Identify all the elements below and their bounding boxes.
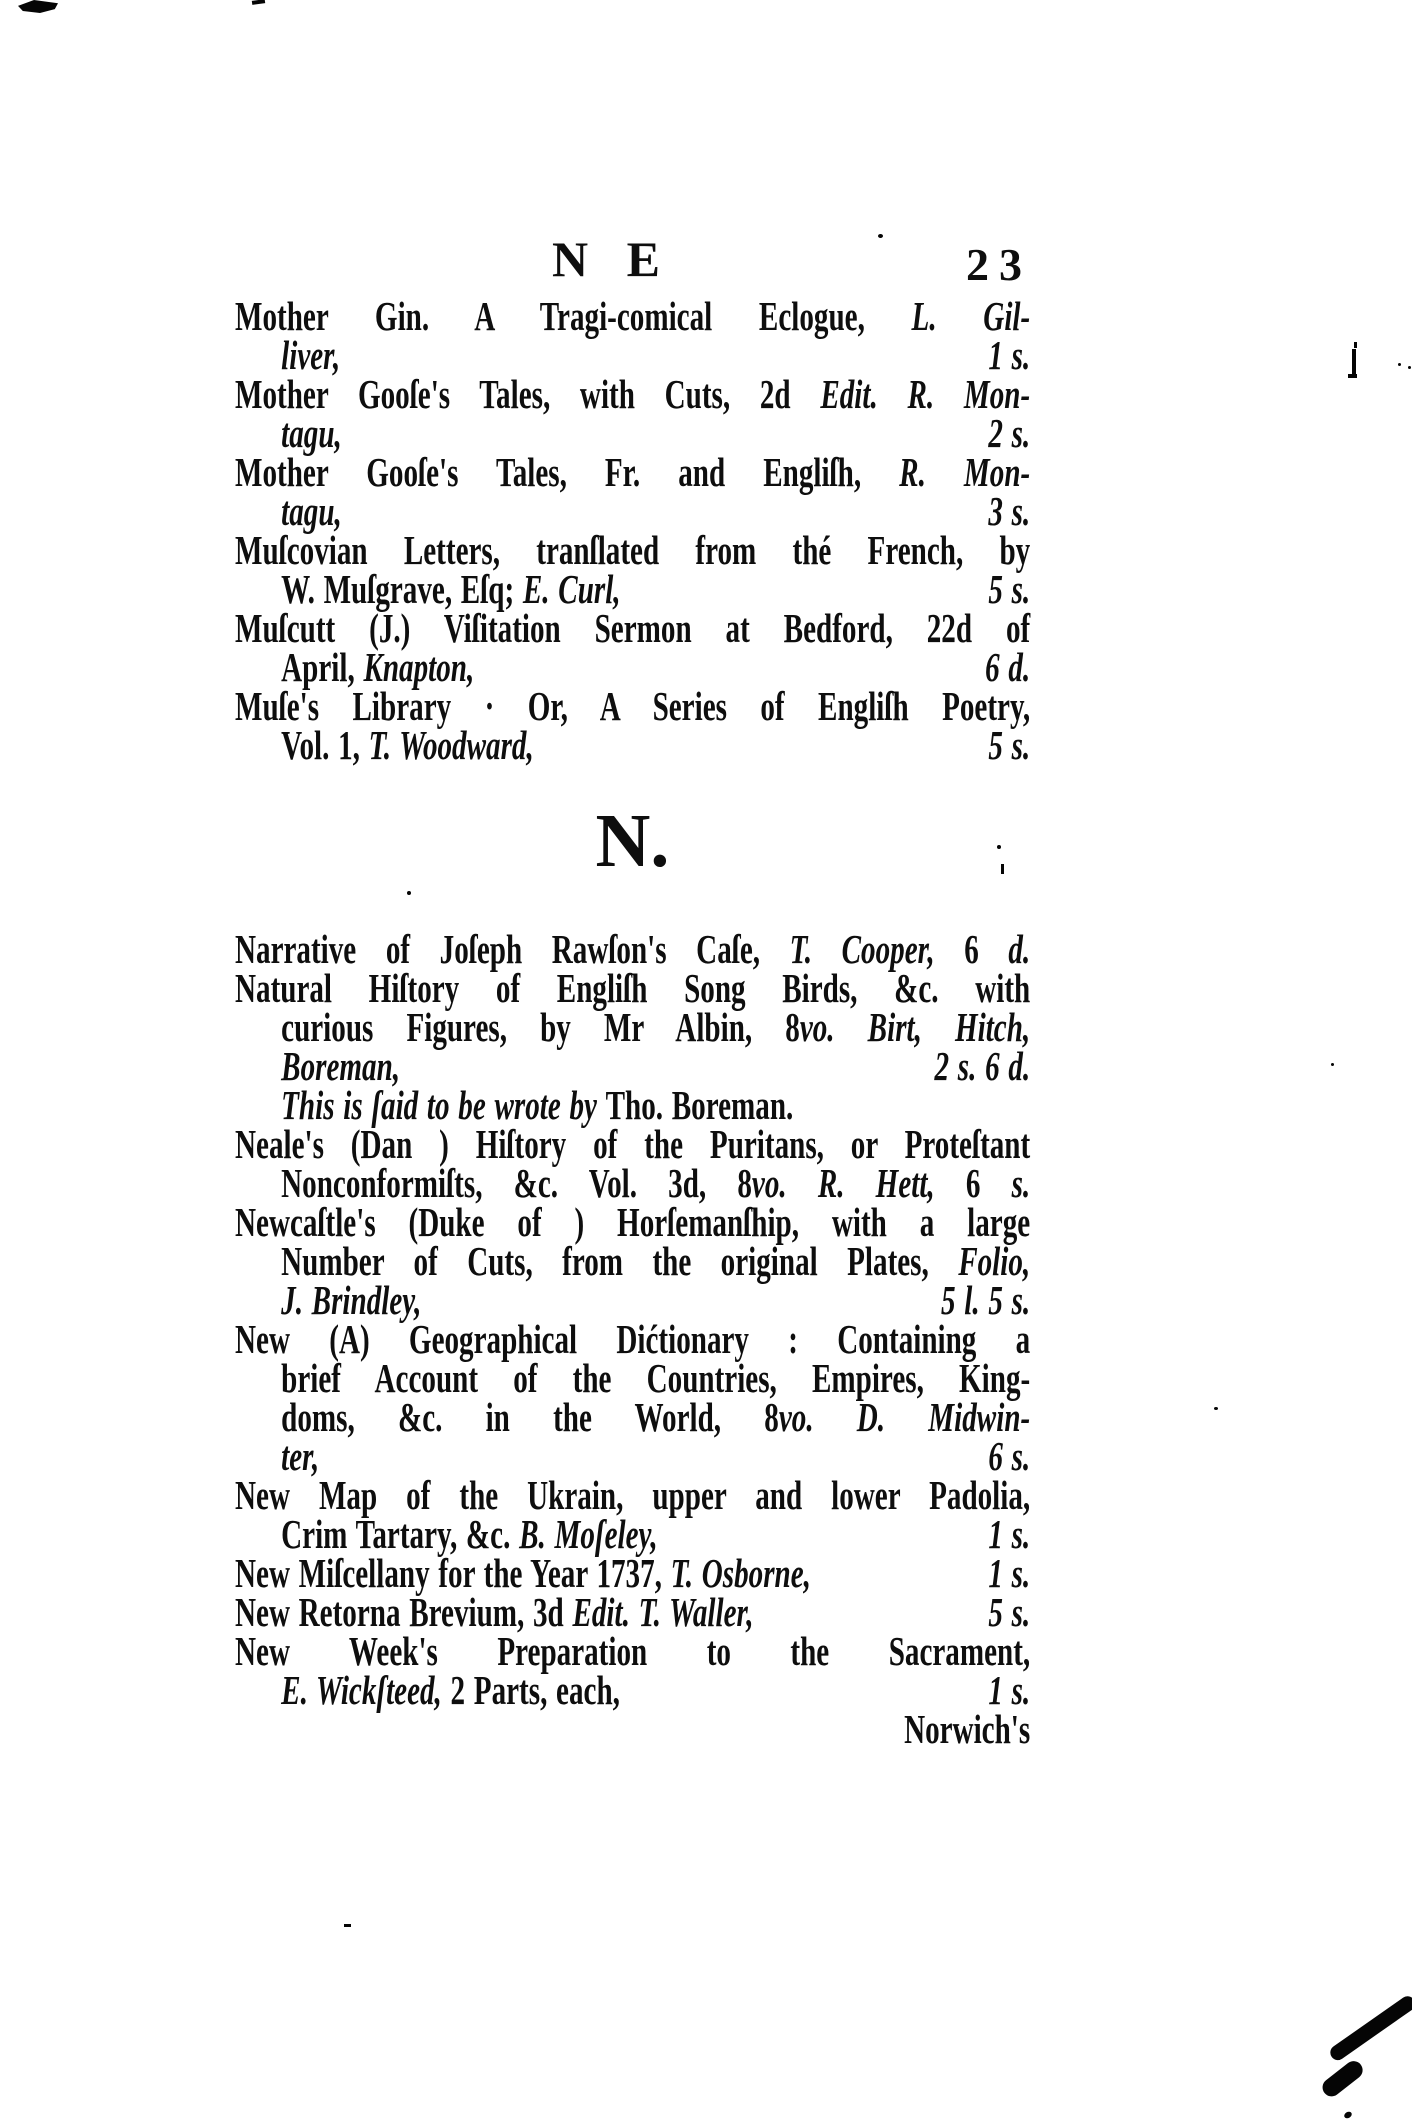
entry-line	[235, 1043, 1031, 1089]
entry-text: New Week's Preparation to the Sacrament,	[235, 1628, 1031, 1674]
entry-text-italic: Folio,	[958, 1238, 1031, 1284]
price: 2 s.	[988, 410, 1031, 456]
price: 6 d.	[985, 644, 1031, 690]
entry-text-italic: tagu,	[281, 488, 342, 534]
price: 6 s.	[988, 1433, 1031, 1479]
entry-text-italic: E. Wickſteed,	[281, 1667, 442, 1713]
speck	[407, 891, 411, 895]
entry-line	[235, 1589, 1031, 1635]
entry-text: Narrative of Joſeph Rawſon's Caſe,	[235, 926, 790, 972]
entry-line	[235, 1511, 1031, 1557]
entry-text-italic: vo. R. Hett,	[751, 1160, 935, 1206]
entry-line	[235, 1433, 1031, 1479]
entry-line	[235, 1394, 1031, 1440]
speck	[878, 234, 883, 238]
entry-line	[235, 1550, 1031, 1596]
entry-text: New Retorna Brevium, 3d	[235, 1589, 573, 1635]
entry-text: Natural Hiſtory of Engliſh Song Birds, &c. with	[235, 965, 1031, 1011]
entry-line	[235, 332, 1031, 378]
entry-text: Tho. Boreman.	[605, 1082, 794, 1128]
entry-text: New Map of the Ukrain, upper and lower Padolia,	[235, 1472, 1031, 1518]
ink-speck-bottom-right	[1343, 2110, 1353, 2119]
speck	[344, 1924, 351, 1927]
speck	[1214, 1407, 1218, 1410]
ink-stroke-bottom-right	[1327, 1993, 1412, 2063]
entries-block-m	[235, 293, 1031, 768]
entry-line	[235, 1199, 1031, 1245]
entry-text: doms, &c. in the World, 8	[281, 1394, 779, 1440]
section-heading-n: N.	[595, 799, 670, 883]
ink-tick-top	[252, 0, 265, 5]
running-title: N E	[552, 231, 673, 287]
entry-text: W. Muſgrave, Eſq;	[281, 566, 523, 612]
entry-text: Muſcovian Letters, tranſlated from thé French, by	[235, 527, 1031, 573]
entry-line	[235, 410, 1031, 456]
entry-text: Mother Gin. A Tragi-comical Eclogue,	[235, 293, 912, 339]
entry-text: Vol. 1,	[281, 722, 369, 768]
entry-text: New (A) Geographical Dićtionary : Containing a	[235, 1316, 1031, 1362]
entry-line	[235, 1082, 1030, 1128]
speck	[1398, 363, 1401, 366]
entry-text: brief Account of the Countries, Empires, King-	[281, 1355, 1031, 1401]
entry-text-italic: This is ſaid to be wrote by	[281, 1082, 606, 1128]
entry-line	[235, 1277, 1031, 1323]
entry-line	[235, 1628, 1031, 1674]
entry-line	[235, 566, 1031, 612]
entry-text: 6	[934, 1160, 1012, 1206]
entry-line	[235, 722, 1031, 768]
entry-line	[235, 1355, 1031, 1401]
entry-text: Newcaſtle's (Duke of ) Horſemanſhip, with a large	[235, 1199, 1031, 1245]
entry-line	[235, 527, 1031, 573]
entry-line	[235, 1160, 1031, 1206]
price: 1 s.	[988, 1511, 1031, 1557]
entry-text-italic: d.	[1008, 926, 1031, 972]
entry-text-italic: R. Mon-	[899, 449, 1031, 495]
ink-stroke-bottom-right-2	[1319, 2057, 1366, 2100]
entry-text-italic: Edit. R. Mon-	[820, 371, 1031, 417]
entry-line	[235, 1121, 1031, 1167]
entry-text: curious Figures, by Mr Albin, 8	[281, 1004, 800, 1050]
entry-text: Crim Tartary, &c.	[281, 1511, 520, 1557]
margin-mark	[1352, 349, 1356, 376]
price: 5 s.	[988, 722, 1031, 768]
entry-text: 6	[934, 926, 1009, 972]
entry-line	[235, 1472, 1031, 1518]
entry-text: Mother Gooſe's Tales, with Cuts, 2d	[235, 371, 821, 417]
entry-line	[235, 488, 1031, 534]
speck	[1001, 864, 1004, 874]
entry-line	[235, 293, 1031, 339]
entry-line	[235, 1667, 1031, 1713]
entry-text-italic: s.	[1011, 1160, 1031, 1206]
entry-text: April,	[281, 644, 364, 690]
entry-text: Number of Cuts, from the original Plates,	[281, 1238, 959, 1284]
entry-text: Neale's (Dan ) Hiſtory of the Puritans, or Proteſtant	[235, 1121, 1031, 1167]
entry-line	[235, 965, 1031, 1011]
price: 5 s.	[988, 1589, 1031, 1635]
entry-line	[235, 644, 1031, 690]
ink-blot-top-left	[18, 0, 58, 13]
price: 5 s.	[988, 566, 1031, 612]
entry-line	[235, 926, 1031, 972]
entry-text-italic: Boreman,	[281, 1043, 401, 1089]
entry-text: Muſe's Library · Or, A Series of Engliſh Poetry,	[235, 683, 1031, 729]
entry-text-italic: J. Brindley,	[281, 1277, 422, 1323]
entry-text: Mother Gooſe's Tales, Fr. and Engliſh,	[235, 449, 900, 495]
entry-text: Norwich's	[904, 1706, 1031, 1752]
entry-line	[235, 1238, 1031, 1284]
entry-line	[235, 1316, 1031, 1362]
entry-text-italic: T. Cooper,	[789, 926, 935, 972]
price: 1 s.	[988, 332, 1031, 378]
entry-text-italic: B. Moſeley,	[519, 1511, 658, 1557]
price: 1 s.	[988, 1550, 1031, 1596]
price: 3 s.	[988, 488, 1031, 534]
price: 2 s. 6 d.	[934, 1043, 1031, 1089]
entry-text: Muſcutt (J.) Viſitation Sermon at Bedford, 22d of	[235, 605, 1031, 651]
entry-text-italic: vo. Birt, Hitch,	[799, 1004, 1031, 1050]
speck	[997, 845, 1001, 849]
entry-text-italic: tagu,	[281, 410, 342, 456]
price: 1 s.	[988, 1667, 1031, 1713]
entry-line	[235, 1706, 1031, 1752]
entry-text-italic: E. Curl,	[522, 566, 621, 612]
entry-line	[235, 1004, 1031, 1050]
entry-text-italic: Edit. T. Waller,	[572, 1589, 754, 1635]
entries-block-n	[235, 926, 1031, 1752]
entry-text-italic: ter,	[281, 1433, 320, 1479]
entry-line	[235, 683, 1031, 729]
entry-line	[235, 605, 1031, 651]
entry-text-italic: Knapton,	[363, 644, 475, 690]
entry-text-italic: vo. D. Midwin-	[778, 1394, 1031, 1440]
page-number: 23	[966, 239, 1032, 290]
entry-text-italic: T. Osborne,	[670, 1550, 811, 1596]
entry-text: New Miſcellany for the Year 1737,	[235, 1550, 671, 1596]
speck	[1331, 1063, 1334, 1066]
entry-text-italic: L. Gil-	[911, 293, 1031, 339]
entry-text: Nonconformiſts, &c. Vol. 3d, 8	[281, 1160, 752, 1206]
entry-text-italic: liver,	[281, 332, 341, 378]
speck	[1408, 366, 1411, 369]
entry-line	[235, 449, 1031, 495]
entry-text-italic: T. Woodward,	[368, 722, 534, 768]
entry-line	[235, 371, 1031, 417]
price: 5 l. 5 s.	[941, 1277, 1031, 1323]
entry-text: 2 Parts, each,	[441, 1667, 620, 1713]
